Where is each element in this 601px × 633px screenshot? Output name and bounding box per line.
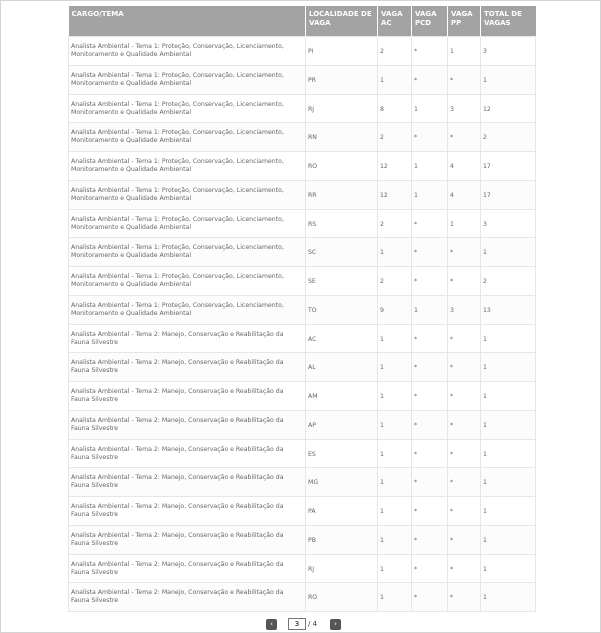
vaga-pcd-cell: *: [412, 65, 448, 94]
vaga-pp-cell: 1: [448, 209, 481, 238]
table-row: [69, 267, 536, 296]
table-row: [69, 123, 536, 152]
cargo-cell: Analista Ambiental - Tema 2: Manejo, Conservação e Reabilitação da Fauna Silvestre: [69, 410, 306, 439]
vaga-pcd-cell: 1: [412, 94, 448, 123]
header-total-vagas: TOTAL DE VAGAS: [481, 6, 536, 37]
vaga-pp-cell: *: [448, 583, 481, 612]
localidade-cell: RJ: [306, 94, 378, 123]
vaga-pp-cell: *: [448, 65, 481, 94]
table-row: [69, 94, 536, 123]
vaga-ac-cell: 2: [378, 37, 412, 66]
vaga-pp-cell: *: [448, 439, 481, 468]
vaga-pcd-cell: *: [412, 525, 448, 554]
cargo-cell: Analista Ambiental - Tema 1: Proteção, Conservação, Licenciamento, Monitoramento e Qualidade Ambiental: [69, 295, 306, 324]
cargo-cell: Analista Ambiental - Tema 2: Manejo, Conservação e Reabilitação da Fauna Silvestre: [69, 468, 306, 497]
header-vaga-ac: VAGA AC: [378, 6, 412, 37]
total-vagas-cell: 17: [481, 180, 536, 209]
cargo-cell: Analista Ambiental - Tema 2: Manejo, Conservação e Reabilitação da Fauna Silvestre: [69, 554, 306, 583]
cargo-cell: Analista Ambiental - Tema 2: Manejo, Conservação e Reabilitação da Fauna Silvestre: [69, 439, 306, 468]
localidade-cell: RO: [306, 583, 378, 612]
cargo-cell: Analista Ambiental - Tema 2: Manejo, Conservação e Reabilitação da Fauna Silvestre: [69, 324, 306, 353]
vaga-ac-cell: 2: [378, 123, 412, 152]
header-vaga-pp: VAGA PP: [448, 6, 481, 37]
vaga-pcd-cell: 1: [412, 295, 448, 324]
cargo-cell: Analista Ambiental - Tema 2: Manejo, Conservação e Reabilitação da Fauna Silvestre: [69, 497, 306, 526]
cargo-cell: Analista Ambiental - Tema 1: Proteção, Conservação, Licenciamento, Monitoramento e Qualidade Ambiental: [69, 65, 306, 94]
total-vagas-cell: 2: [481, 123, 536, 152]
vaga-pp-cell: 3: [448, 295, 481, 324]
total-vagas-cell: 2: [481, 267, 536, 296]
localidade-cell: PI: [306, 37, 378, 66]
vacancies-table: [68, 6, 536, 612]
prev-page-button[interactable]: [266, 619, 277, 630]
localidade-cell: RR: [306, 180, 378, 209]
vaga-pcd-cell: *: [412, 209, 448, 238]
header-cargo-tema: CARGO/TEMA: [69, 6, 306, 37]
vaga-pp-cell: *: [448, 353, 481, 382]
table-row: [69, 382, 536, 411]
table-row: [69, 209, 536, 238]
cargo-cell: Analista Ambiental - Tema 1: Proteção, Conservação, Licenciamento, Monitoramento e Qualidade Ambiental: [69, 180, 306, 209]
vaga-pcd-cell: *: [412, 583, 448, 612]
header-localidade: LOCALIDADE DE VAGA: [306, 6, 378, 37]
total-vagas-cell: 1: [481, 410, 536, 439]
vaga-ac-cell: 1: [378, 468, 412, 497]
cargo-cell: Analista Ambiental - Tema 2: Manejo, Conservação e Reabilitação da Fauna Silvestre: [69, 382, 306, 411]
cargo-cell: Analista Ambiental - Tema 1: Proteção, Conservação, Licenciamento, Monitoramento e Qualidade Ambiental: [69, 267, 306, 296]
cargo-cell: Analista Ambiental - Tema 1: Proteção, Conservação, Licenciamento, Monitoramento e Qualidade Ambiental: [69, 209, 306, 238]
vaga-pp-cell: *: [448, 238, 481, 267]
vaga-pcd-cell: *: [412, 497, 448, 526]
total-vagas-cell: 1: [481, 554, 536, 583]
vaga-ac-cell: 9: [378, 295, 412, 324]
cargo-cell: Analista Ambiental - Tema 2: Manejo, Conservação e Reabilitação da Fauna Silvestre: [69, 525, 306, 554]
vaga-pp-cell: *: [448, 123, 481, 152]
table-row: [69, 439, 536, 468]
vaga-pp-cell: *: [448, 554, 481, 583]
table-header-row: [69, 6, 536, 37]
vaga-pcd-cell: *: [412, 382, 448, 411]
vaga-pcd-cell: *: [412, 554, 448, 583]
vaga-pcd-cell: *: [412, 238, 448, 267]
total-vagas-cell: 12: [481, 94, 536, 123]
vaga-pp-cell: *: [448, 525, 481, 554]
cargo-cell: Analista Ambiental - Tema 1: Proteção, Conservação, Licenciamento, Monitoramento e Qualidade Ambiental: [69, 123, 306, 152]
vaga-ac-cell: 1: [378, 238, 412, 267]
total-vagas-cell: 1: [481, 497, 536, 526]
cargo-cell: Analista Ambiental - Tema 2: Manejo, Conservação e Reabilitação da Fauna Silvestre: [69, 583, 306, 612]
vaga-pcd-cell: *: [412, 410, 448, 439]
total-vagas-cell: 1: [481, 353, 536, 382]
vaga-pp-cell: *: [448, 468, 481, 497]
cargo-cell: Analista Ambiental - Tema 1: Proteção, Conservação, Licenciamento, Monitoramento e Qualidade Ambiental: [69, 94, 306, 123]
table-row: [69, 353, 536, 382]
total-vagas-cell: 1: [481, 382, 536, 411]
vaga-ac-cell: 8: [378, 94, 412, 123]
localidade-cell: AC: [306, 324, 378, 353]
vaga-pcd-cell: *: [412, 439, 448, 468]
vaga-pp-cell: 1: [448, 37, 481, 66]
vaga-pp-cell: *: [448, 267, 481, 296]
chevron-left-icon: ‹: [270, 619, 273, 628]
localidade-cell: RS: [306, 209, 378, 238]
table-row: [69, 37, 536, 66]
table-row: [69, 468, 536, 497]
total-vagas-cell: 13: [481, 295, 536, 324]
table-body: [69, 37, 536, 612]
vaga-pp-cell: *: [448, 324, 481, 353]
table-row: [69, 497, 536, 526]
total-vagas-cell: 1: [481, 525, 536, 554]
pagination: [266, 617, 341, 631]
cargo-cell: Analista Ambiental - Tema 1: Proteção, Conservação, Licenciamento, Monitoramento e Qualidade Ambiental: [69, 238, 306, 267]
table-row: [69, 295, 536, 324]
localidade-cell: RJ: [306, 554, 378, 583]
vaga-ac-cell: 1: [378, 439, 412, 468]
vaga-pcd-cell: 1: [412, 180, 448, 209]
vaga-pp-cell: 4: [448, 152, 481, 181]
localidade-cell: AM: [306, 382, 378, 411]
header-vaga-pcd: VAGA PCD: [412, 6, 448, 37]
total-vagas-cell: 1: [481, 439, 536, 468]
vaga-ac-cell: 1: [378, 497, 412, 526]
table-row: [69, 238, 536, 267]
vaga-ac-cell: 1: [378, 410, 412, 439]
vaga-pcd-cell: *: [412, 267, 448, 296]
total-vagas-cell: 17: [481, 152, 536, 181]
vaga-ac-cell: 12: [378, 180, 412, 209]
cargo-cell: Analista Ambiental - Tema 1: Proteção, Conservação, Licenciamento, Monitoramento e Qualidade Ambiental: [69, 37, 306, 66]
vaga-ac-cell: 1: [378, 525, 412, 554]
total-vagas-cell: 1: [481, 238, 536, 267]
localidade-cell: RN: [306, 123, 378, 152]
vaga-pcd-cell: *: [412, 324, 448, 353]
vaga-ac-cell: 1: [378, 324, 412, 353]
cargo-cell: Analista Ambiental - Tema 2: Manejo, Conservação e Reabilitação da Fauna Silvestre: [69, 353, 306, 382]
localidade-cell: PA: [306, 497, 378, 526]
page-total: / 4: [308, 620, 318, 628]
vaga-pcd-cell: 1: [412, 152, 448, 181]
vaga-pp-cell: *: [448, 410, 481, 439]
localidade-cell: RO: [306, 152, 378, 181]
localidade-cell: PB: [306, 525, 378, 554]
total-vagas-cell: 1: [481, 583, 536, 612]
table-row: [69, 152, 536, 181]
vaga-ac-cell: 2: [378, 267, 412, 296]
page-number-input[interactable]: [288, 618, 306, 630]
vaga-pp-cell: 3: [448, 94, 481, 123]
vaga-ac-cell: 2: [378, 209, 412, 238]
vaga-ac-cell: 1: [378, 382, 412, 411]
localidade-cell: SC: [306, 238, 378, 267]
table-row: [69, 554, 536, 583]
vaga-pcd-cell: *: [412, 353, 448, 382]
table-row: [69, 410, 536, 439]
localidade-cell: PR: [306, 65, 378, 94]
table-row: [69, 583, 536, 612]
vaga-pcd-cell: *: [412, 468, 448, 497]
vaga-pp-cell: 4: [448, 180, 481, 209]
localidade-cell: SE: [306, 267, 378, 296]
localidade-cell: AP: [306, 410, 378, 439]
vaga-ac-cell: 1: [378, 65, 412, 94]
localidade-cell: AL: [306, 353, 378, 382]
localidade-cell: MG: [306, 468, 378, 497]
total-vagas-cell: 3: [481, 37, 536, 66]
localidade-cell: ES: [306, 439, 378, 468]
cargo-cell: Analista Ambiental - Tema 1: Proteção, Conservação, Licenciamento, Monitoramento e Qualidade Ambiental: [69, 152, 306, 181]
table-row: [69, 65, 536, 94]
vaga-ac-cell: 1: [378, 554, 412, 583]
table-row: [69, 324, 536, 353]
table-row: [69, 180, 536, 209]
chevron-right-icon: ›: [334, 619, 337, 628]
vaga-pcd-cell: *: [412, 123, 448, 152]
total-vagas-cell: 1: [481, 65, 536, 94]
vaga-pcd-cell: *: [412, 37, 448, 66]
total-vagas-cell: 1: [481, 468, 536, 497]
vaga-pp-cell: *: [448, 382, 481, 411]
total-vagas-cell: 3: [481, 209, 536, 238]
table-row: [69, 525, 536, 554]
vaga-pp-cell: *: [448, 497, 481, 526]
vaga-ac-cell: 1: [378, 583, 412, 612]
vaga-ac-cell: 12: [378, 152, 412, 181]
vaga-ac-cell: 1: [378, 353, 412, 382]
localidade-cell: TO: [306, 295, 378, 324]
next-page-button[interactable]: [330, 619, 341, 630]
total-vagas-cell: 1: [481, 324, 536, 353]
